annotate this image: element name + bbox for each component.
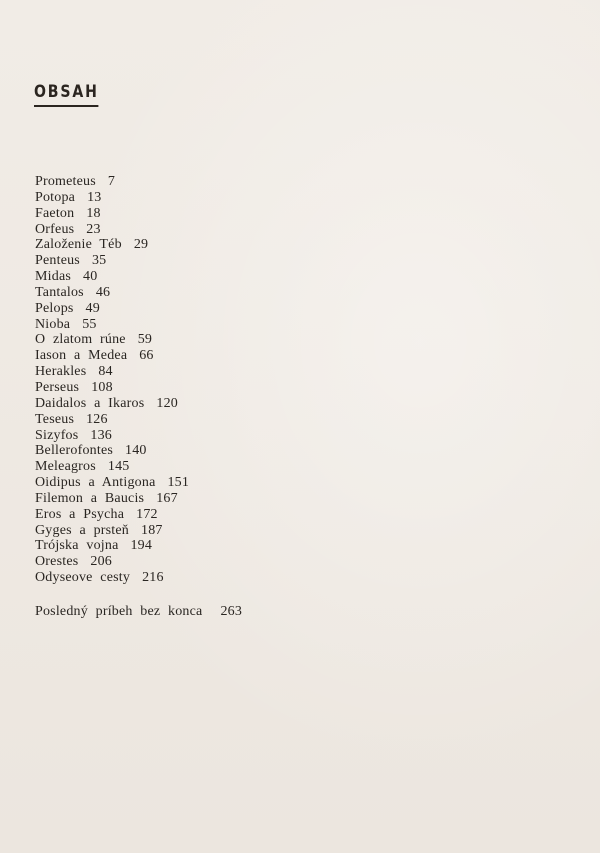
toc-entry [35, 570, 189, 586]
toc-entry-page: 140 [125, 443, 147, 459]
toc-entry [35, 332, 189, 348]
toc-entry-title: Sizyfos [35, 427, 79, 443]
toc-entry-title: Pelops [35, 300, 74, 316]
toc-entry [35, 380, 189, 396]
toc-entry-title: O zlatom rúne [35, 332, 126, 348]
toc-entry [35, 269, 189, 285]
toc-entry-page: 206 [90, 554, 112, 570]
toc-entry-title: Meleagros [35, 459, 96, 475]
toc-entry-page: 23 [86, 221, 101, 237]
toc-entry-page: 35 [91, 253, 107, 269]
toc-entry-title: Filemon a Baucis [35, 490, 145, 506]
toc-entry [35, 348, 189, 364]
toc-entry [35, 412, 189, 428]
toc-entry-page: 194 [130, 538, 153, 554]
toc-entry-title: Bellerofontes [35, 443, 114, 459]
toc-entry-title: Založenie Téb [35, 237, 122, 253]
toc-entry-page: 7 [107, 174, 116, 189]
toc-entry-page: 126 [86, 411, 108, 427]
toc-entry-title: Posledný príbeh bez konca [35, 604, 203, 619]
toc-entry-page: 120 [156, 395, 178, 411]
toc-entry-title: Perseus [35, 379, 80, 395]
toc-entry [35, 206, 189, 222]
toc-entry [35, 507, 189, 523]
toc-entry-page: 151 [167, 475, 190, 491]
toc-entry [35, 538, 189, 554]
toc-entry-title: Faeton [35, 205, 75, 221]
toc-entry [35, 253, 189, 269]
toc-entry [35, 523, 189, 539]
toc-entry-title: Daidalos a Ikaros [35, 395, 145, 411]
toc-entry-title: Oidipus a Antigona [35, 475, 156, 491]
toc-entry-page: 263 [220, 604, 243, 619]
toc-entry-page: 167 [156, 490, 178, 506]
toc-entry-page: 49 [85, 300, 100, 316]
toc-entry [35, 364, 189, 380]
toc-entry [35, 237, 189, 253]
toc-entry-title: Teseus [35, 411, 75, 427]
toc-entry-page: 29 [133, 237, 149, 253]
table-of-contents [35, 174, 189, 586]
toc-entry-page: 55 [82, 316, 97, 332]
toc-entry [35, 174, 189, 190]
toc-entry-title: Penteus [35, 253, 80, 269]
toc-entry-page: 216 [142, 570, 164, 586]
toc-entry-title: Gyges a prsteň [35, 522, 130, 538]
toc-entry-title: Odyseove cesty [35, 570, 131, 586]
toc-entry [35, 443, 189, 459]
toc-entry-page: 84 [98, 364, 113, 380]
toc-entry-page: 18 [86, 205, 101, 221]
toc-entry-page: 145 [107, 459, 130, 475]
toc-entry [35, 491, 189, 507]
toc-entry [35, 190, 189, 206]
toc-entry-page: 66 [139, 348, 154, 364]
toc-entry [35, 222, 189, 238]
toc-entry-title: Herakles [35, 364, 87, 380]
toc-entry-title: Trójska vojna [35, 538, 119, 554]
table-of-contents-epilogue [35, 604, 242, 620]
toc-entry-page: 136 [90, 427, 113, 443]
toc-entry [35, 285, 189, 301]
contents-heading: OBSAH [34, 82, 99, 107]
toc-entry-page: 187 [141, 522, 163, 538]
toc-entry-title: Tantalos [35, 284, 84, 300]
toc-entry-page: 13 [87, 189, 102, 205]
toc-entry [35, 301, 189, 317]
toc-entry [35, 475, 189, 491]
toc-entry-page: 46 [95, 284, 111, 300]
toc-entry-page: 40 [83, 269, 98, 285]
toc-entry-title: Midas [35, 269, 71, 285]
toc-entry-title: Orestes [35, 554, 79, 570]
toc-entry [35, 459, 189, 475]
toc-entry-page: 59 [137, 332, 153, 348]
toc-entry-title: Iason a Medea [35, 348, 128, 364]
toc-entry-title: Prometeus [35, 174, 96, 189]
toc-entry-title: Eros a Psycha [35, 506, 125, 522]
toc-entry-page: 172 [136, 506, 158, 522]
toc-entry [35, 554, 189, 570]
toc-entry-title: Orfeus [35, 221, 75, 237]
toc-entry-page: 108 [91, 379, 113, 395]
toc-entry [35, 396, 189, 412]
toc-entry-title: Nioba [35, 316, 71, 332]
toc-entry-title: Potopa [35, 189, 76, 205]
toc-entry [35, 428, 189, 444]
toc-entry [35, 604, 242, 620]
toc-entry [35, 317, 189, 333]
